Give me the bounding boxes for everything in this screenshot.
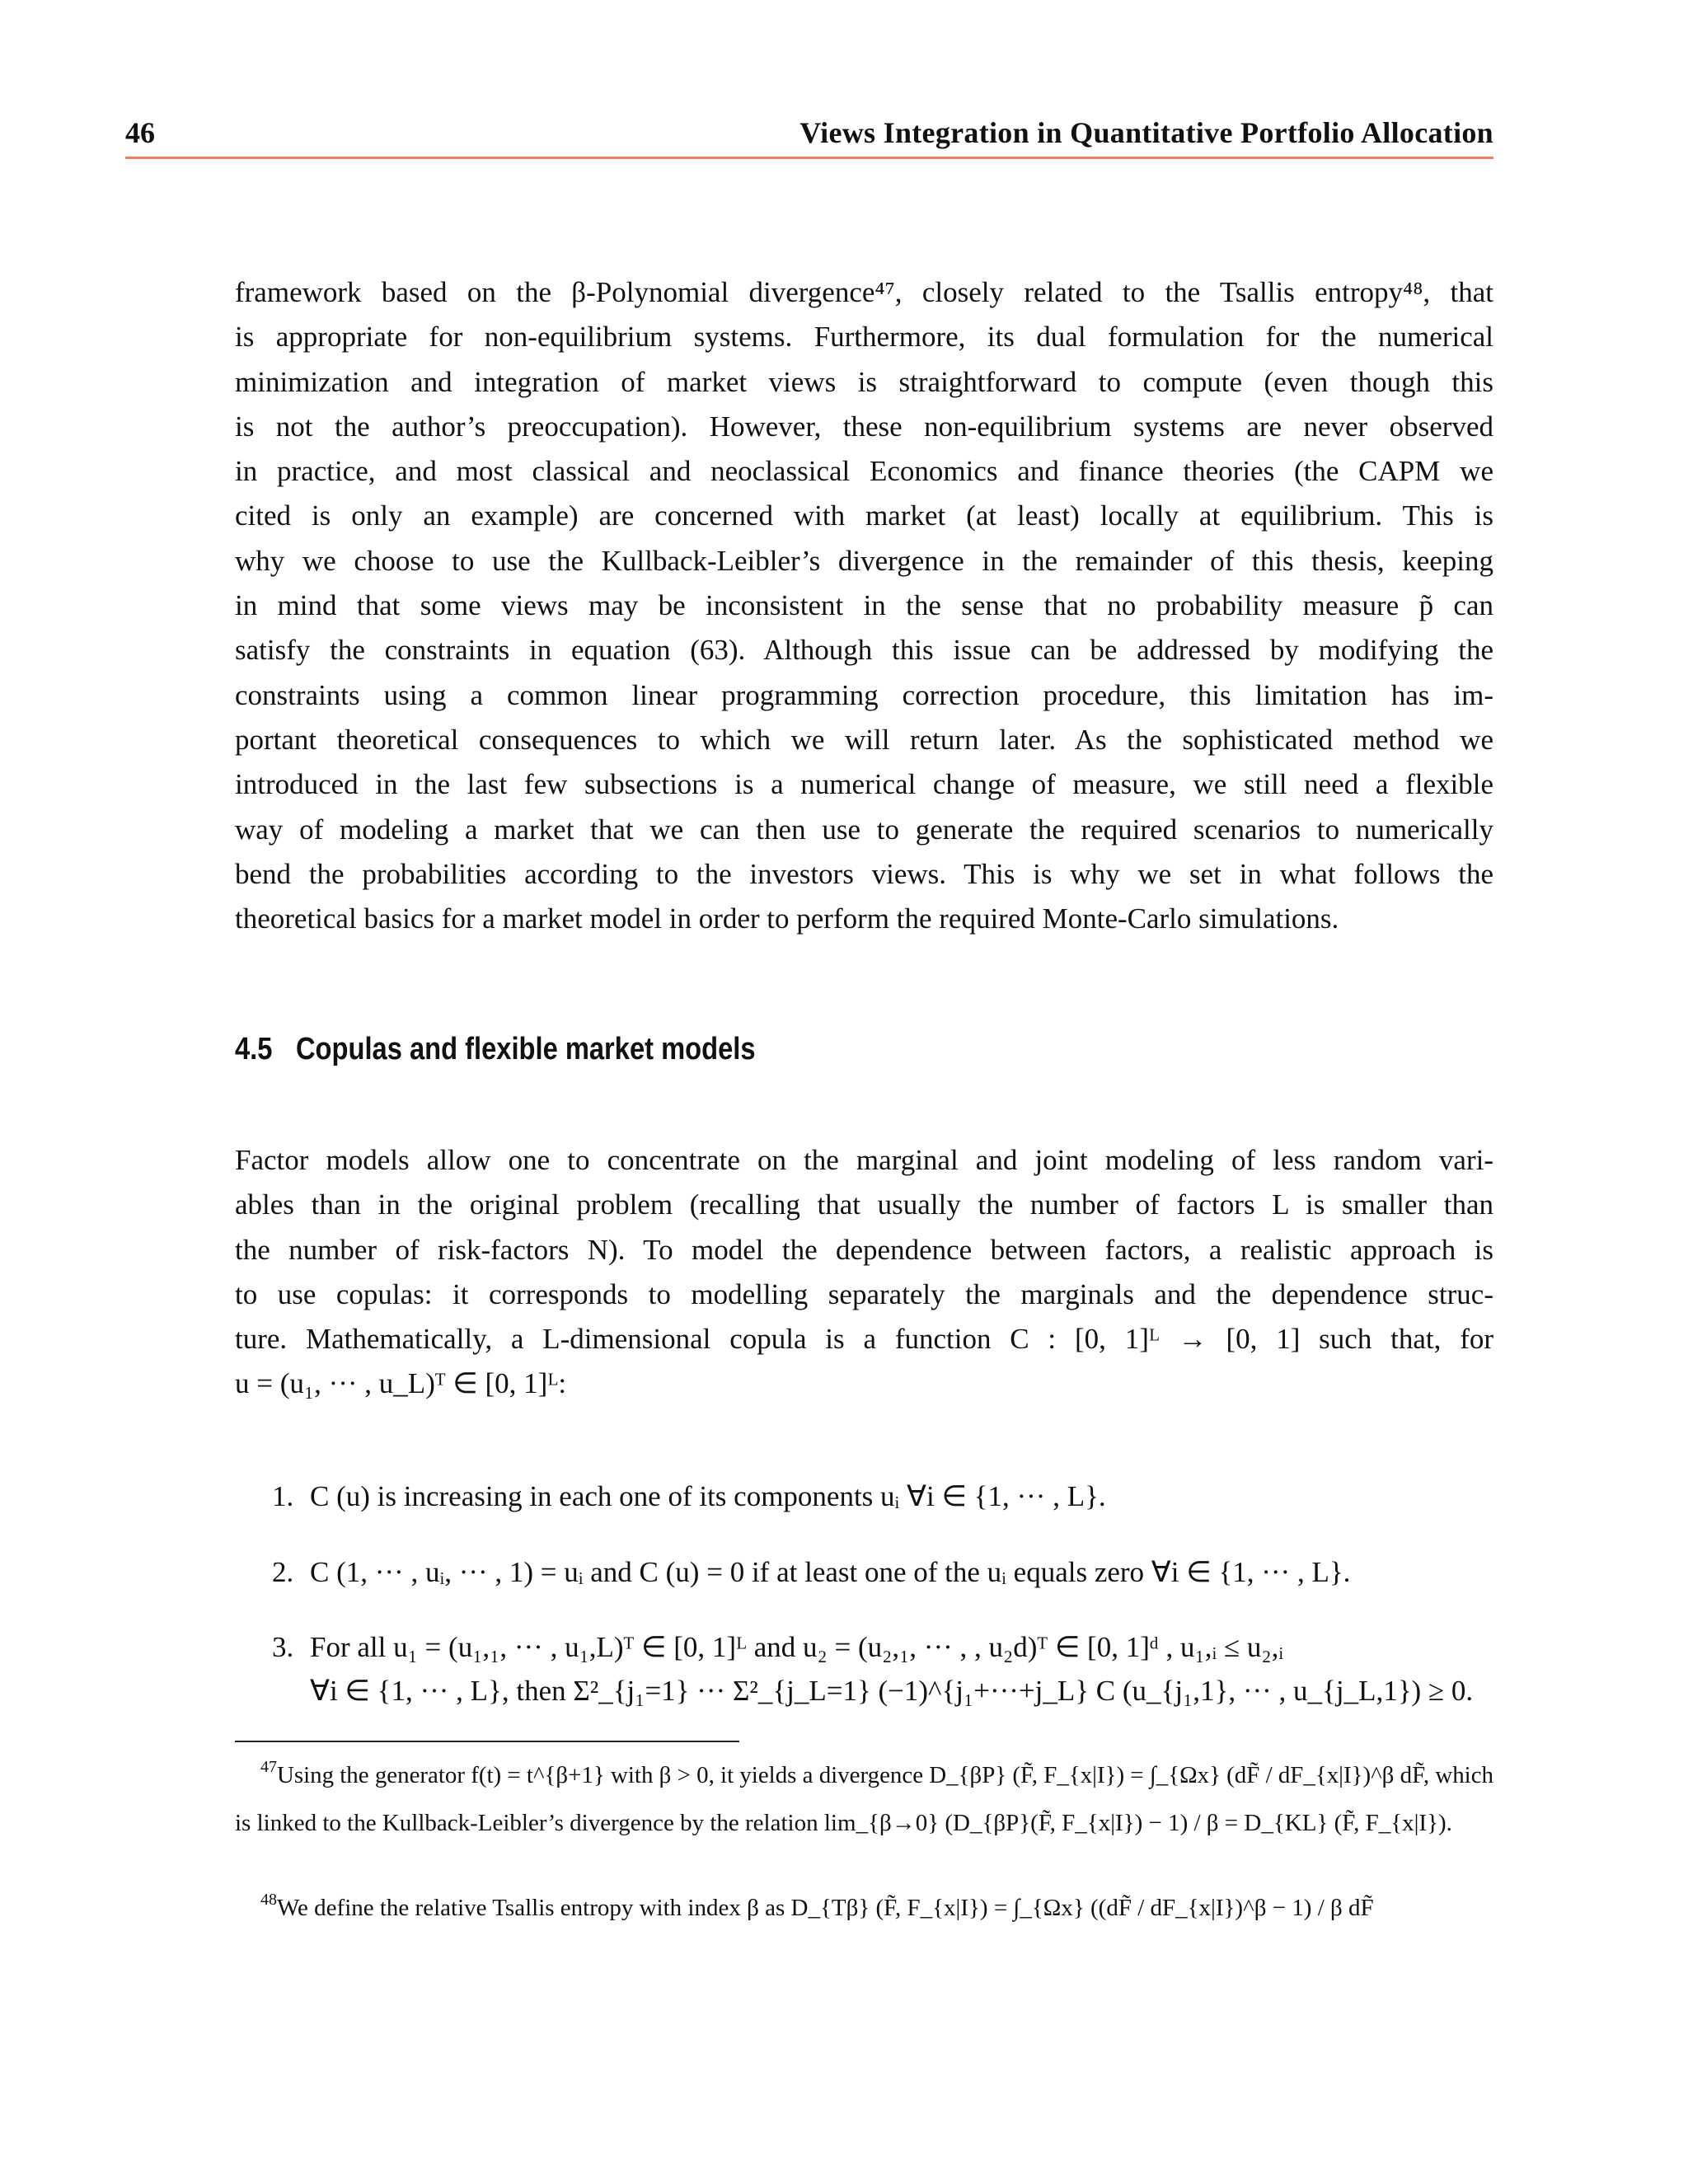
text-line: is not the author’s preoccupation). However, these non-equilibrium systems are never observed [235, 410, 1493, 443]
text-line: constraints using a common linear programming correction procedure, this limitation has im- [235, 678, 1493, 711]
section-title: Copulas and flexible market models [295, 1032, 756, 1066]
text-line: introduced in the last few subsections is a numerical change of measure, we still need a flexible [235, 768, 1493, 801]
footnote-text: is linked to the Kullback-Leibler’s divergence by the relation lim_{β→0} (D_{βP}(F̃, F_{x|I}) − 1) / β = D_{KL} (F̃, F_{x|I}). [235, 1810, 1452, 1836]
list-text: C (u) is increasing in each one of its components uᵢ ∀i ∈ {1, ··· , L}. [310, 1480, 1106, 1512]
footnote-48 [260, 1891, 1374, 1922]
footnote-number: 47 [260, 1758, 277, 1776]
footnote-text: Using the generator f(t) = t^{β+1} with β > 0, it yields a divergence D_{βP} (F̃, F_{x|I}) = ∫_{Ωx} (dF̃ / dF_{x|I})^β dF̃, which [276, 1762, 1493, 1788]
running-title: Views Integration in Quantitative Portfolio Allocation [799, 116, 1493, 149]
text-line: why we choose to use the Kullback-Leibler’s divergence in the remainder of this thesis, keeping [235, 544, 1493, 577]
text-line: framework based on the β-Polynomial divergence⁴⁷, closely related to the Tsallis entropy⁴⁸, that [235, 276, 1493, 308]
list-number: 2. [272, 1556, 294, 1588]
footnote-number: 48 [260, 1891, 277, 1909]
text-line: bend the probabilities according to the investors views. This is why we set in what follows the [235, 857, 1493, 890]
text-line: cited is only an example) are concerned with market (at least) locally at equilibrium. This is [235, 499, 1493, 532]
text-line: ture. Mathematically, a L-dimensional copula is a function C : [0, 1]ᴸ → [0, 1] such that, for [235, 1323, 1493, 1356]
section-number: 4.5 [235, 1032, 273, 1066]
footnote-rule [235, 1741, 739, 1742]
text-line: u = (u₁, ··· , u_L)ᵀ ∈ [0, 1]ᴸ: [235, 1367, 567, 1400]
text-line: in practice, and most classical and neoclassical Economics and finance theories (the CAPM we [235, 455, 1493, 488]
footnote-47 [260, 1758, 1493, 1789]
text-line: the number of risk-factors N). To model the dependence between factors, a realistic approach is [235, 1233, 1493, 1266]
text-line: portant theoretical consequences to which we will return later. As the sophisticated method we [235, 723, 1493, 756]
text-line: ables than in the original problem (recalling that usually the number of factors L is smaller than [235, 1188, 1493, 1221]
list-number: 1. [272, 1480, 294, 1512]
section-heading [235, 1032, 756, 1067]
footnote-47-continued [235, 1810, 1452, 1837]
paragraph-copulas [235, 1138, 1493, 1407]
running-header [125, 115, 1493, 155]
header-rule [125, 157, 1493, 159]
footnote-text: We define the relative Tsallis entropy with index β as D_{Tβ} (F̃, F_{x|I}) = ∫_{Ωx} ((dF̃ / dF_{x|I})^β − 1) / β dF̃ [277, 1895, 1374, 1921]
paragraph-views-divergence [235, 270, 1493, 941]
list-text: C (1, ··· , uᵢ, ··· , 1) = uᵢ and C (u) = 0 if at least one of the uᵢ equals zero ∀i ∈ {1, ··· , L}. [310, 1556, 1351, 1588]
text-line: satisfy the constraints in equation (63). Although this issue can be addressed by modifying the [235, 634, 1493, 667]
list-number: 3. [272, 1631, 294, 1663]
list-text-continued: ∀i ∈ {1, ··· , L}, then Σ²_{j₁=1} ··· Σ²_{j_L=1} (−1)^{j₁+···+j_L} C (u_{j₁,1}, ··· , u_{j_L,1}) ≥ 0. [310, 1675, 1474, 1707]
text-line: Factor models allow one to concentrate on the marginal and joint modeling of less random vari- [235, 1144, 1493, 1176]
text-line: to use copulas: it corresponds to modelling separately the marginals and the dependence struc- [235, 1277, 1493, 1310]
text-line: minimization and integration of market views is straightforward to compute (even though this [235, 365, 1493, 398]
text-line: in mind that some views may be inconsistent in the sense that no probability measure p̃ can [235, 589, 1493, 622]
list-text: For all u₁ = (u₁,₁, ··· , u₁,L)ᵀ ∈ [0, 1]ᴸ and u₂ = (u₂,₁, ··· , , u₂d)ᵀ ∈ [0, 1]ᵈ , u₁,ᵢ ≤ u₂,ᵢ [310, 1631, 1284, 1663]
text-line: theoretical basics for a market model in order to perform the required Monte-Carlo simulations. [235, 902, 1339, 935]
text-line: way of modeling a market that we can then use to generate the required scenarios to numerically [235, 813, 1493, 846]
text-line: is appropriate for non-equilibrium systems. Furthermore, its dual formulation for the numerical [235, 321, 1493, 354]
page-number: 46 [125, 116, 155, 149]
